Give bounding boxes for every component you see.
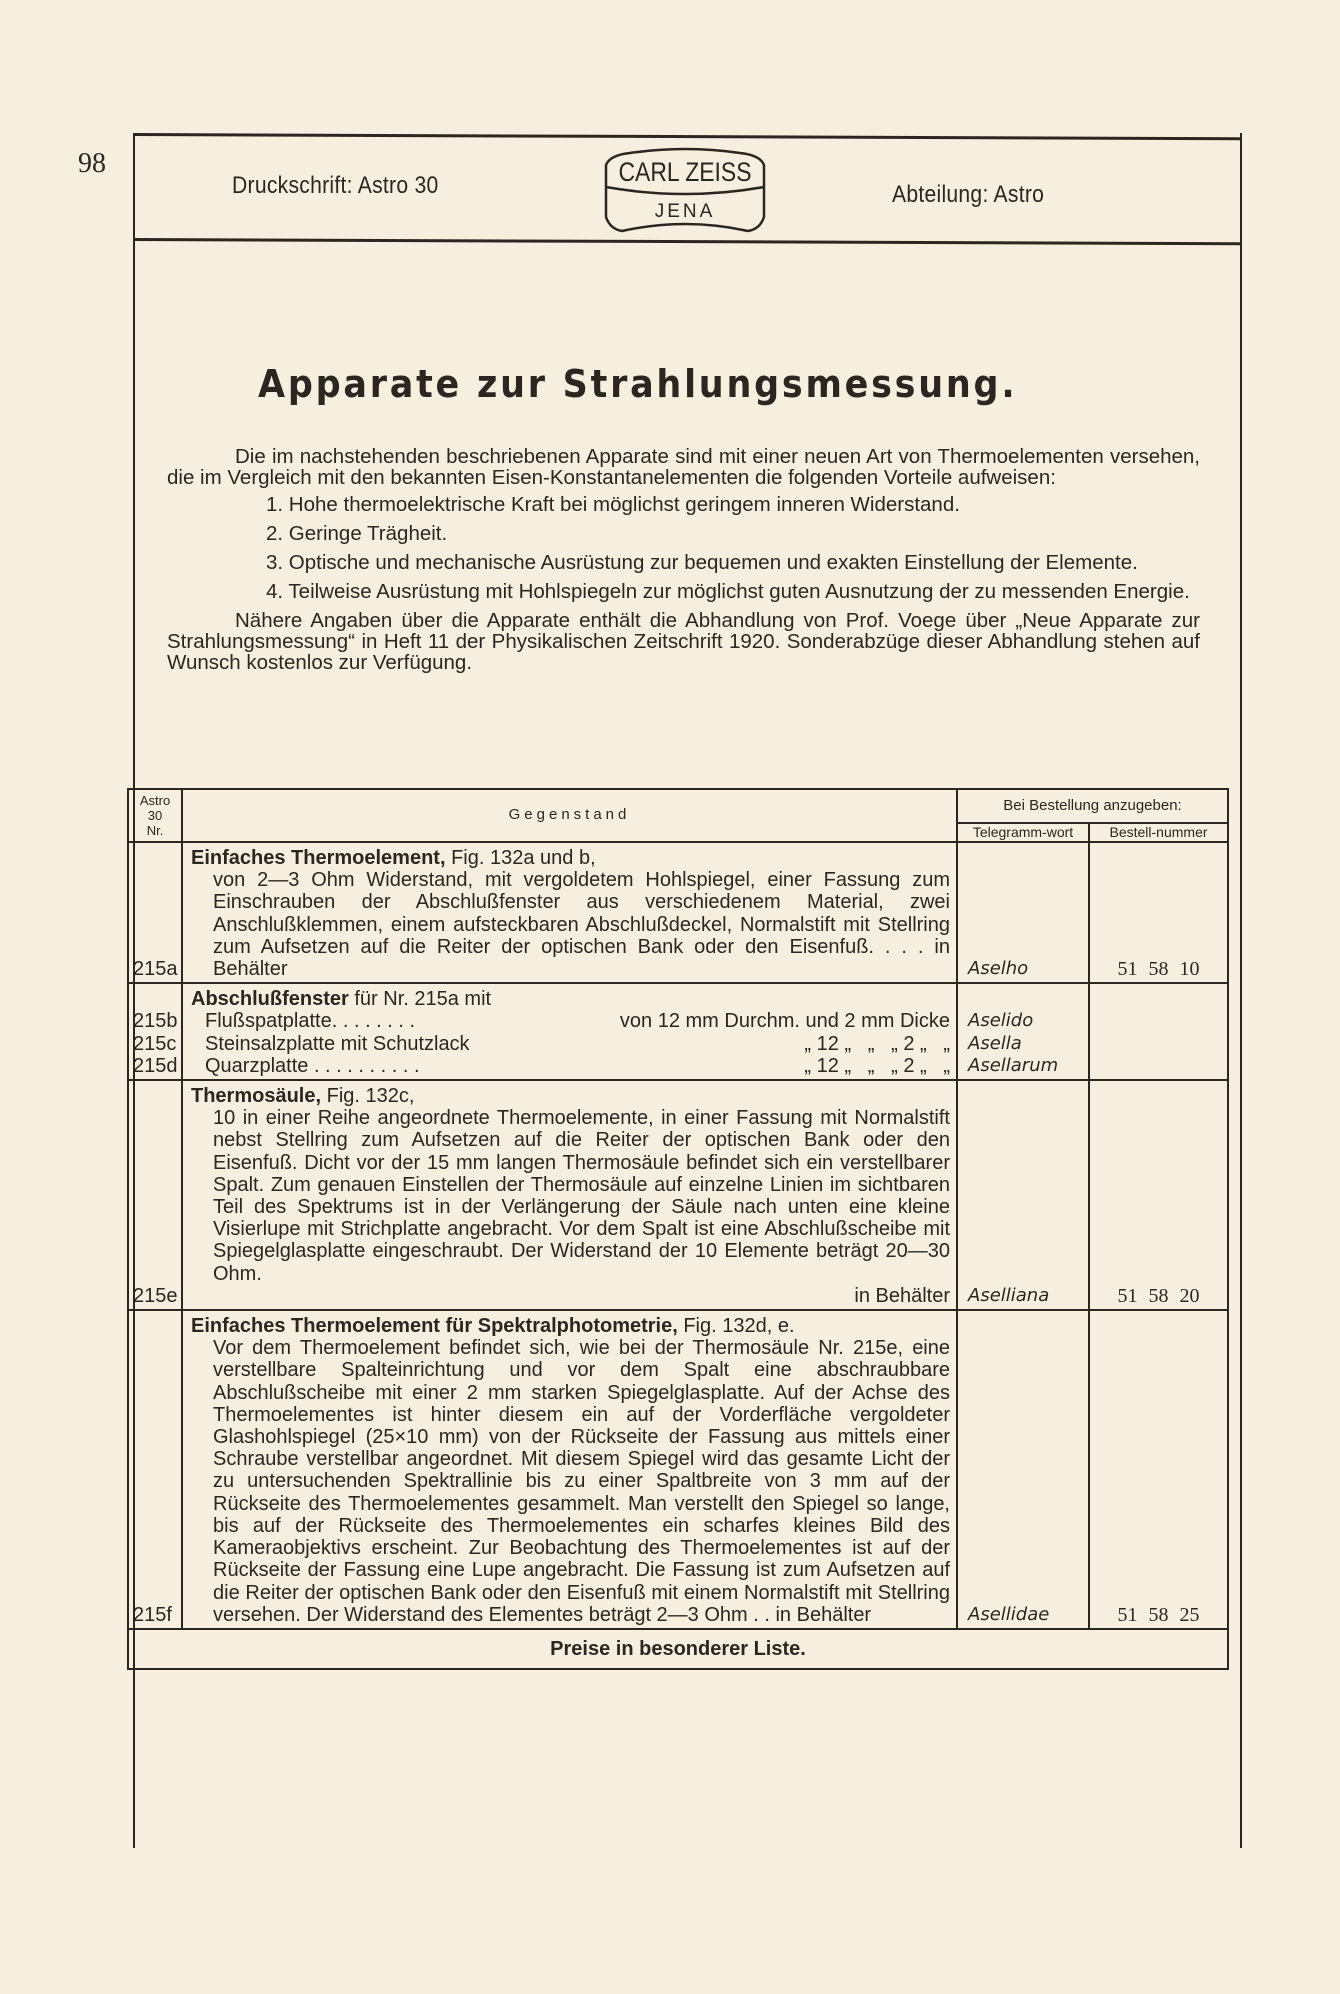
item-body: 10 in einer Reihe angeordnete Thermoelemente, in einer Fassung mit Normalstift nebst Stellring zum Aufsetzen auf die Reiter der optischen Bank oder den Eisenfuß. Dicht vor der 15 mm langen Thermosäule befindet sich ein verstellbarer Spalt. Zum genauen Einstellen der Thermosäule auf einzelne Linien im sichtbaren Teil des Spektrums ist in der Verlängerung der Säule nach unten eine kleine Visierlupe mit Strichplatte angebracht. Vor dem Spalt ist eine Abschlußscheibe mit Spiegelglasplatte eingeschraubt. Der Widerstand der 10 Elemente beträgt 20—30 Ohm. (213, 1107, 950, 1285)
item-description: Einfaches Thermoelement für Spektralphotometrie, Fig. 132d, e. Vor dem Thermoelement befindet sich, wie bei der Thermosäule Nr. 215e, eine verstellbare Spalteinrichtung und vor dem Spalt eine abschraubbare Abschlußscheibe mit einer 2 mm starken Spiegelglasplatte. Auf der Achse des Thermoelementes ist hinter diesem ein auf der Vorderfläche vergoldeter Glashohlspiegel (25×10 mm) von der Rückseite der Fassung aus mittels einer Schraube verstellbar angeordnet. Mit diesem Spiegel wird das gesamte Licht der zu untersuchenden Spektrallinie bis zu einer Spaltbreite von 3 mm auf der Rückseite des Thermoelementes gesammelt. Man verstellt den Spiegel so lange, bis auf der Rückseite des Thermoelementes ein scharfes kleines Bild des Kameraobjektivs erscheint. Zur Beobachtung des Thermoelementes ist auf der Rückseite der Fassung eine Lupe angebracht. Die Fassung ist zum Aufsetzen auf die Reiter der optischen Bank oder den Eisenfuß mit einem Normalstift mit Stellring versehen. Der Widerstand des Elementes beträgt 2—3 Ohm . . in Behälter (182, 1310, 957, 1629)
telegram-word: Asellidae (957, 1310, 1089, 1629)
order-number (1089, 983, 1228, 1080)
carl-zeiss-logo-icon (600, 147, 770, 235)
item-numbers: 215b 215c 215d (128, 983, 182, 1080)
advantage-item: 2. Geringe Trägheit. (266, 522, 448, 545)
advantage-item: 1. Hohe thermoelektrische Kraft bei möglichst geringem inneren Widerstand. (266, 493, 960, 516)
column-header-group: Bei Bestellung anzugeben: (957, 789, 1228, 823)
logo-text-bottom: JENA (654, 201, 716, 222)
department-label: Abteilung: Astro (892, 181, 1045, 208)
order-number: 51 58 20 (1089, 1080, 1228, 1310)
table-row (128, 983, 1228, 1080)
item-heading: Abschlußfenster (191, 988, 349, 1011)
publication-label: Druckschrift: Astro 30 (232, 172, 439, 199)
sub-item: Steinsalzplatte mit Schutzlack „ 12 „ „ „ 2 „ „ (205, 1032, 950, 1055)
logo-text-top: CARL ZEISS (618, 157, 752, 188)
table-row (128, 1310, 1228, 1629)
table-row (128, 1080, 1228, 1310)
table-row (128, 842, 1228, 983)
item-body: Vor dem Thermoelement befindet sich, wie bei der Thermosäule Nr. 215e, eine verstellbare Spalteinrichtung und vor dem Spalt eine abschraubbare Abschlußscheibe mit einer 2 mm starken Spiegelglasplatte. Auf der Achse des Thermoelementes ist hinter diesem ein auf der Vorderfläche vergoldeter Glashohlspiegel (25×10 mm) von der Rückseite der Fassung aus mittels einer Schraube verstellbar angeordnet. Mit diesem Spiegel wird das gesamte Licht der zu untersuchenden Spektrallinie bis zu einer Spaltbreite von 3 mm auf der Rückseite des Thermoelementes gesammelt. Man verstellt den Spiegel so lange, bis auf der Rückseite des Thermoelementes ein scharfes kleines Bild des Kameraobjektivs erscheint. Zur Beobachtung des Thermoelementes ist auf der Rückseite der Fassung eine Lupe angebracht. Die Fassung ist zum Aufsetzen auf die Reiter der optischen Bank oder den Eisenfuß mit einem Normalstift mit Stellring versehen. Der Widerstand des Elementes beträgt 2—3 Ohm . . in Behälter (213, 1337, 950, 1626)
column-header-bestell: Bestell-nummer (1089, 823, 1228, 842)
advantage-item: 3. Optische und mechanische Ausrüstung zur bequemen und exakten Einstellung der Elemente. (266, 551, 1138, 574)
table-footer-row (128, 1629, 1228, 1669)
table-header-row (128, 789, 1228, 823)
telegram-word: Aselho (957, 842, 1089, 983)
column-header-gegenstand: Gegenstand (182, 789, 957, 842)
advantages-list (167, 494, 1200, 602)
item-description: Abschlußfenster für Nr. 215a mit Flußspatplatte. . . . . . . . von 12 mm Durchm. und 2 mm Dicke Steinsalzplatte mit Schutzlack „ 12 „ „ „ 2 „ „ Quarzplatte . . . . . . . . . . „ 12 „ „ „ 2 „ „ (182, 983, 957, 1080)
item-description: Einfaches Thermoelement, Fig. 132a und b, von 2—3 Ohm Widerstand, mit vergoldetem Hohlspiegel, einer Fassung zum Einschrauben der Abschlußfenster aus verschiedenem Material, zwei Anschlußklemmen, einem aufsteckbaren Abschlußdeckel, Normalstift mit Stellring zum Aufsetzen auf die Reiter der optischen Bank oder den Eisenfuß. . . . in Behälter (182, 842, 957, 983)
item-number: 215f (128, 1310, 182, 1629)
price-note: Preise in besonderer Liste. (128, 1629, 1228, 1669)
item-heading: Einfaches Thermoelement, (191, 847, 446, 869)
page-number: 98 (78, 148, 106, 179)
telegram-words: Aselido Asella Asellarum (957, 983, 1089, 1080)
item-body: von 2—3 Ohm Widerstand, mit vergoldetem Hohlspiegel, einer Fassung zum Einschrauben der Abschlußfenster aus verschiedenem Material, zwei Anschlußklemmen, einem aufsteckbaren Abschlußdeckel, Normalstift mit Stellring zum Aufsetzen auf die Reiter der optischen Bank oder den Eisenfuß. . . . in Behälter (213, 869, 950, 981)
item-heading: Einfaches Thermoelement für Spektralphotometrie, (191, 1315, 678, 1338)
item-heading: Thermosäule, (191, 1085, 322, 1108)
item-number: 215a (128, 842, 182, 983)
sub-item: Quarzplatte . . . . . . . . . . „ 12 „ „ „ 2 „ „ (205, 1054, 950, 1077)
carl-zeiss-logo (600, 147, 770, 235)
item-tail: in Behälter (854, 1284, 950, 1307)
intro-paragraph: Die im nachstehenden beschriebenen Apparate sind mit einer neuen Art von Thermoelementen versehen, die im Vergleich mit den bekannten Eisen-Konstantanelementen die folgenden Vorteile aufweisen: (167, 445, 1200, 489)
page-title: Apparate zur Strahlungsmessung. (258, 362, 1018, 406)
order-number: 51 58 10 (1089, 842, 1228, 983)
item-description: Thermosäule, Fig. 132c, 10 in einer Reihe angeordnete Thermoelemente, in einer Fassung mit Normalstift nebst Stellring zum Aufsetzen auf die Reiter der optischen Bank oder den Eisenfuß. Dicht vor der 15 mm langen Thermosäule befindet sich ein verstellbarer Spalt. Zum genauen Einstellen der Thermosäule auf einzelne Linien im sichtbaren Teil des Spektrums ist in der Verlängerung der Säule nach unten eine kleine Visierlupe mit Strichplatte angebracht. Vor dem Spalt ist eine Abschlußscheibe mit Spiegelglasplatte eingeschraubt. Der Widerstand der 10 Elemente beträgt 20—30 Ohm. in Behälter (182, 1080, 957, 1310)
telegram-word: Aselliana (957, 1080, 1089, 1310)
item-number: 215e (128, 1080, 182, 1310)
column-header-telegramm: Telegramm-wort (957, 823, 1089, 842)
intro-section (167, 446, 1200, 673)
order-number: 51 58 25 (1089, 1310, 1228, 1629)
sub-item: Flußspatplatte. . . . . . . . von 12 mm Durchm. und 2 mm Dicke (205, 1010, 950, 1033)
reference-paragraph: Nähere Angaben über die Apparate enthält die Abhandlung von Prof. Voege über „Neue Apparate zur Strahlungsmessung“ in Heft 11 der Physikalischen Zeitschrift 1920. Sonderabzüge dieser Abhandlung stehen auf Wunsch kostenlos zur Verfügung. (167, 609, 1200, 674)
column-header-nr: Astro 30 Nr. (128, 789, 182, 842)
advantage-item: 4. Teilweise Ausrüstung mit Hohlspiegeln zur möglichst guten Ausnutzung der zu messenden Energie. (266, 580, 1190, 603)
catalog-table (127, 788, 1229, 1670)
